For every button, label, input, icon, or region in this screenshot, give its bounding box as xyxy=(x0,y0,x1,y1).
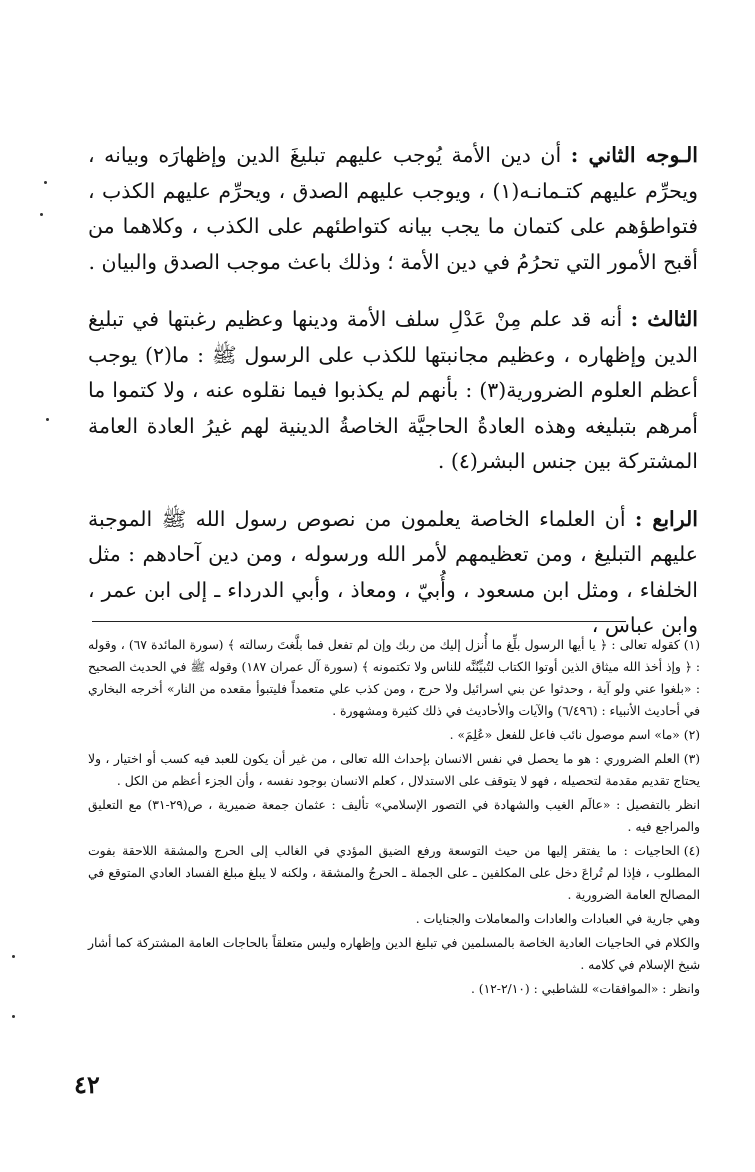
footnote-2 xyxy=(88,724,700,746)
footnote-number: (٢) xyxy=(683,728,700,742)
paragraph-third-aspect xyxy=(88,302,698,480)
scan-speck xyxy=(12,1015,15,1018)
footnote-text: والكلام في الحاجيات العادية الخاصة بالمسلمين في تبليغ الدين وإظهاره وليس متعلقاً بالحاجات العامة المشتركة كما أشار شيخ الإسلام في كلامه . xyxy=(88,936,700,972)
footnote-4-continuation xyxy=(88,932,700,976)
scan-speck xyxy=(12,955,15,958)
paragraph-body: أن العلماء الخاصة يعلمون من نصوص رسول الله ﷺ الموجبة عليهم التبليغ ، ومن تعظيمهم لأمر الله ورسوله ، ومن دين آحادهم : مثل الخلفاء ، ومثل ابن مسعود ، وأُبيّ ، ومعاذ ، وأبي الدرداء ـ إلى ابن عمر ، وابن عباس ، xyxy=(88,506,698,637)
footnote-3 xyxy=(88,748,700,792)
footnote-text: انظر بالتفصيل : «عالَم الغيب والشهادة في التصور الإسلامي» تأليف : عثمان جمعة ضميرية ، ص(٢٩-٣١) مع التعليق والمراجع فيه . xyxy=(88,798,700,834)
paragraph-fourth-aspect xyxy=(88,502,698,644)
footnote-4-reference xyxy=(88,978,700,1000)
footnote-text: وهي جارية في العبادات والعادات والمعاملات والجنايات . xyxy=(415,912,700,926)
footnote-text: وانظر : «الموافقات» للشاطبي : (٢/١٠-١٢) . xyxy=(470,982,700,996)
paragraph-heading: الثالث : xyxy=(630,307,698,331)
paragraph-body: أن دين الأمة يُوجب عليهم تبليغَ الدين وإظهارَه وبيانه ، ويحرِّم عليهم كتـمانـه(١) ، ويوجب عليهم الصدق ، ويحرِّم عليهم الكذب ، فتواطؤهم على كتمان ما يجب بيانه كتواطئهم على الكذب ، وكلاهما من أقبح الأمور التي تحرُمُ في دين الأمة ؛ وذلك باعث موجب الصدق والبيان . xyxy=(88,143,698,274)
paragraph-body: أنه قد علم مِنْ عَدْلِ سلف الأمة ودينها وعظيم رغبتها في تبليغ الدين وإظهاره ، وعظيم مجانبتها للكذب على الرسول ﷺ : ما(٢) يوجب أعظم العلوم الضرورية(٣) : بأنهم لم يكذبوا فيما نقلوه عنه ، ولا كتموا ما أمرهم بتبليغه وهذه العادةُ الحاجيَّة الخاصةُ الدينية لهم غيرُ العادة العامة المشتركة بين جنس البشر(٤) . xyxy=(88,307,698,473)
scan-speck xyxy=(40,213,43,216)
scan-speck xyxy=(44,181,47,184)
page-number: ٤٢ xyxy=(74,1070,100,1099)
footnote-separator xyxy=(92,621,626,622)
paragraph-second-aspect xyxy=(88,138,698,280)
footnote-text: كقوله تعالى : ﴿ يا أيها الرسول بلِّغ ما أُنزل إليك من ربك وإن لم تفعل فما بلَّغتَ رسالته ﴾ (سورة المائدة ٦٧) ، وقوله : ﴿ وإذ أخذ الله ميثاق الذين أوتوا الكتاب لتُبيِّنُنَّه للناس ولا تكتمونه ﴾ (سورة آل عمران ١٨٧) وقوله ﷺ في الحديث الصحيح : «بلغوا عني ولو آية ، وحدثوا عن بني اسرائيل ولا حرج ، ومن كذب علي متعمداً فليتبوأ مقعده من النار» أخرجه البخاري في أحاديث الأنبياء : (٦/٤٩٦) والآيات والأحاديث في ذلك كثيرة ومشهورة . xyxy=(88,638,700,718)
paragraph-heading: الرابع : xyxy=(634,506,698,531)
scan-speck xyxy=(46,418,49,421)
footnote-1 xyxy=(88,634,700,722)
footnote-4 xyxy=(88,840,700,906)
footnote-4-continuation xyxy=(88,908,700,930)
footnote-3-reference xyxy=(88,794,700,838)
paragraph-heading: الـوجه الثاني : xyxy=(570,143,698,167)
footnote-number: (٤) xyxy=(683,844,700,858)
footnote-number: (١) xyxy=(683,638,701,652)
footnote-number: (٣) xyxy=(683,752,700,766)
footnotes xyxy=(88,634,700,1002)
footnote-text: «ما» اسم موصول نائب فاعل للفعل «عُلِمَ» . xyxy=(449,728,680,742)
footnote-text: الحاجيات : ما يفتقر إليها من حيث التوسعة ورفع الضيق المؤدي في الغالب إلى الحرج والمشقة اللاحقة بفوت المطلوب ، فإذا لم تُراعَ دخل على المكلفين ـ على الجملة ـ الحرجُ والمشقة ، ولكنه لا يبلغ مبلغ الفساد العادي المتوقع في المصالح العامة الضرورية . xyxy=(88,844,700,902)
main-text xyxy=(88,138,701,666)
footnote-text: العلم الضروري : هو ما يحصل في نفس الانسان بإحداث الله تعالى ، من غير أن يكون للعبد فيه كسب أو اختيار ، ولا يحتاج تقديم مقدمة لتحصيله ، فهو لا يتوقف على الاستدلال ، كعلم الانسان بوجود نفسه ، وأن الجزء أعظم من الكل . xyxy=(88,752,700,788)
